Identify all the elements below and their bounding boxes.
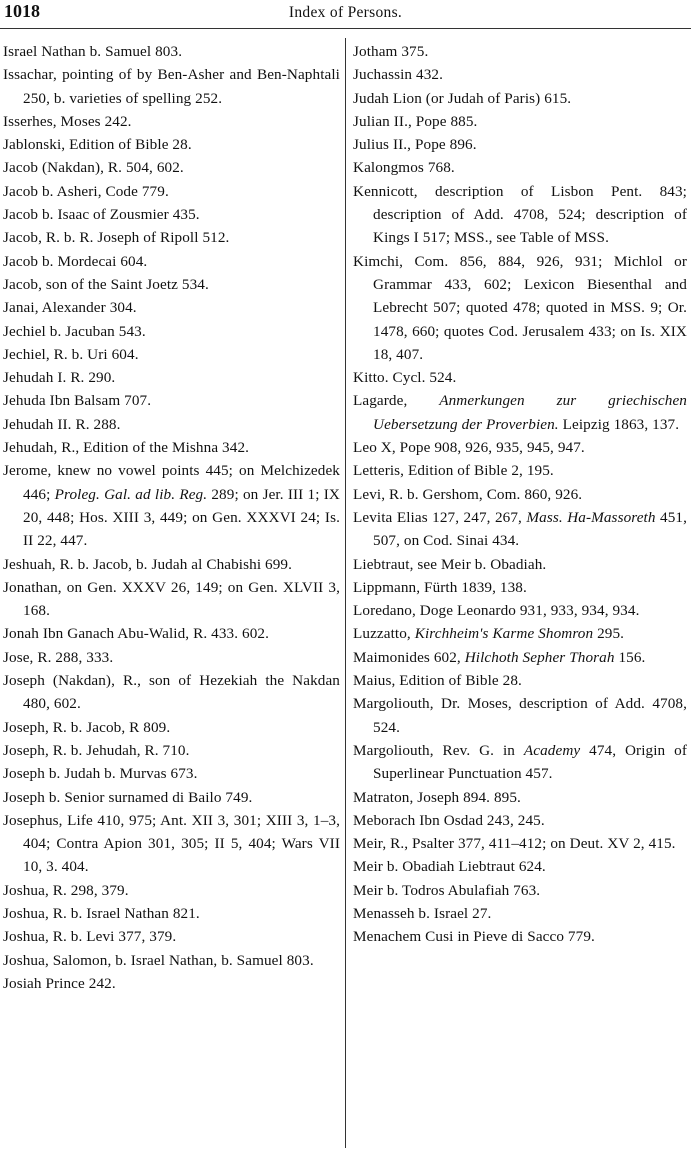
- running-title: Index of Persons.: [288, 4, 403, 21]
- header-rule: [0, 28, 691, 29]
- index-entry: Maimonides 602, Hilchoth Sepher Thorah 156.: [353, 648, 646, 666]
- index-entry: Levi, R. b. Gershom, Com. 860, 926.: [353, 485, 583, 503]
- index-entry: Jehudah, R., Edition of the Mishna 342.: [3, 439, 250, 457]
- index-entry: Margoliouth, Dr. Moses, description of Add. 4708, 524.: [353, 695, 687, 736]
- index-entry: Menasseh b. Israel 27.: [353, 904, 492, 922]
- index-entry: Jacob (Nakdan), R. 504, 602.: [3, 159, 184, 177]
- index-entry: Jacob b. Mordecai 604.: [3, 252, 148, 270]
- index-entry: Jerome, knew no vowel points 445; on Melchizedek 446; Proleg. Gal. ad lib. Reg. 289; on Jer. III 1; IX 20, 448; Hos. XIII 3, 449; on Gen. XXXVI 24; Is. II 22, 447.: [3, 462, 340, 550]
- index-entry: Leo X, Pope 908, 926, 935, 945, 947.: [353, 439, 585, 457]
- index-entry: Kimchi, Com. 856, 884, 926, 931; Michlol or Grammar 433, 602; Lexicon Biesenthal and Lebrecht 507; quoted 478; quoted in MSS. 9; Or. 1478, 660; quotes Cod. Jerusalem 433; on Is. XIX 18, 407.: [353, 252, 687, 363]
- index-entry: Joshua, R. b. Israel Nathan 821.: [3, 904, 200, 922]
- index-entry: Loredano, Doge Leonardo 931, 933, 934, 934.: [353, 602, 640, 620]
- index-entry: Issachar, pointing of by Ben-Asher and Ben-Naphtali 250, b. varieties of spelling 252.: [3, 66, 340, 107]
- index-entry: Joseph b. Senior surnamed di Bailo 749.: [3, 788, 253, 806]
- index-entry: Kennicott, description of Lisbon Pent. 843; description of Add. 4708, 524; description of Kings I 517; MSS., see Table of MSS.: [353, 182, 687, 247]
- column-divider: [345, 38, 346, 1148]
- index-entry: Liebtraut, see Meir b. Obadiah.: [353, 555, 547, 573]
- index-entry: Joseph, R. b. Jehudah, R. 710.: [3, 741, 190, 759]
- index-entry: Meir, R., Psalter 377, 411–412; on Deut. XV 2, 415.: [353, 835, 676, 853]
- index-entry: Isserhes, Moses 242.: [3, 112, 132, 130]
- page-number: 1018: [4, 1, 40, 21]
- index-column-left: [3, 40, 340, 995]
- index-entry: Jose, R. 288, 333.: [3, 648, 114, 666]
- index-entry: Kitto. Cycl. 524.: [353, 369, 457, 387]
- index-entry: Matraton, Joseph 894. 895.: [353, 788, 521, 806]
- index-entry: Janai, Alexander 304.: [3, 299, 137, 317]
- index-column-right: [353, 40, 687, 949]
- index-entry: Jotham 375.: [353, 43, 429, 60]
- index-entry: Jacob, son of the Saint Joetz 534.: [3, 275, 209, 293]
- index-entry: Kalongmos 768.: [353, 159, 455, 177]
- index-entry: Josephus, Life 410, 975; Ant. XII 3, 301; XIII 3, 1–3, 404; Contra Apion 301, 305; II 5, 404; Wars VII 10, 3. 404.: [3, 811, 340, 876]
- index-entry: Joseph, R. b. Jacob, R 809.: [3, 718, 171, 736]
- index-entry: Jacob b. Isaac of Zousmier 435.: [3, 206, 200, 224]
- index-entry: Maius, Edition of Bible 28.: [353, 672, 522, 690]
- index-entry: Jacob, R. b. R. Joseph of Ripoll 512.: [3, 229, 230, 247]
- index-entry: Jablonski, Edition of Bible 28.: [3, 136, 192, 154]
- page-header: [0, 0, 691, 26]
- index-entry: Jacob b. Asheri, Code 779.: [3, 182, 169, 200]
- index-entry: Jonah Ibn Ganach Abu-Walid, R. 433. 602.: [3, 625, 269, 643]
- index-entry: Julius II., Pope 896.: [353, 136, 477, 154]
- index-entry: Joshua, Salomon, b. Israel Nathan, b. Samuel 803.: [3, 951, 314, 969]
- index-entry: Jeshuah, R. b. Jacob, b. Judah al Chabishi 699.: [3, 555, 293, 573]
- index-entry: Julian II., Pope 885.: [353, 112, 478, 130]
- index-entry: Juchassin 432.: [353, 66, 443, 84]
- index-entry: Luzzatto, Kirchheim's Karme Shomron 295.: [353, 625, 625, 643]
- index-entry: Joseph b. Judah b. Murvas 673.: [3, 765, 198, 783]
- index-entry: Jehudah I. R. 290.: [3, 369, 116, 387]
- index-entry: Letteris, Edition of Bible 2, 195.: [353, 462, 554, 480]
- index-entry: Margoliouth, Rev. G. in Academy 474, Origin of Superlinear Punctuation 457.: [353, 741, 687, 783]
- index-entry: Menachem Cusi in Pieve di Sacco 779.: [353, 928, 595, 946]
- index-entry: Judah Lion (or Judah of Paris) 615.: [353, 89, 572, 107]
- index-entry: Jechiel, R. b. Uri 604.: [3, 345, 139, 363]
- index-entry: Jehuda Ibn Balsam 707.: [3, 392, 152, 410]
- index-entry: Jonathan, on Gen. XXXV 26, 149; on Gen. XLVII 3, 168.: [3, 578, 340, 620]
- index-entry: Joshua, R. 298, 379.: [3, 881, 129, 899]
- index-entry: Lagarde, Anmerkungen zur griechischen Uebersetzung der Proverbien. Leipzig 1863, 137.: [353, 392, 687, 433]
- index-entry: Jehudah II. R. 288.: [3, 415, 121, 433]
- index-entry: Levita Elias 127, 247, 267, Mass. Ha-Massoreth 451, 507, on Cod. Sinai 434.: [353, 508, 687, 550]
- index-entry: Joseph (Nakdan), R., son of Hezekiah the Nakdan 480, 602.: [3, 672, 340, 713]
- index-entry: Lippmann, Fürth 1839, 138.: [353, 578, 527, 596]
- index-entry: Josiah Prince 242.: [3, 974, 116, 992]
- index-entry: Joshua, R. b. Levi 377, 379.: [3, 928, 177, 946]
- index-entry: Jechiel b. Jacuban 543.: [3, 322, 146, 340]
- index-entry: Meir b. Todros Abulafiah 763.: [353, 881, 541, 899]
- index-entry: Israel Nathan b. Samuel 803.: [3, 43, 183, 60]
- index-entry: Meborach Ibn Osdad 243, 245.: [353, 811, 545, 829]
- index-entry: Meir b. Obadiah Liebtraut 624.: [353, 858, 546, 876]
